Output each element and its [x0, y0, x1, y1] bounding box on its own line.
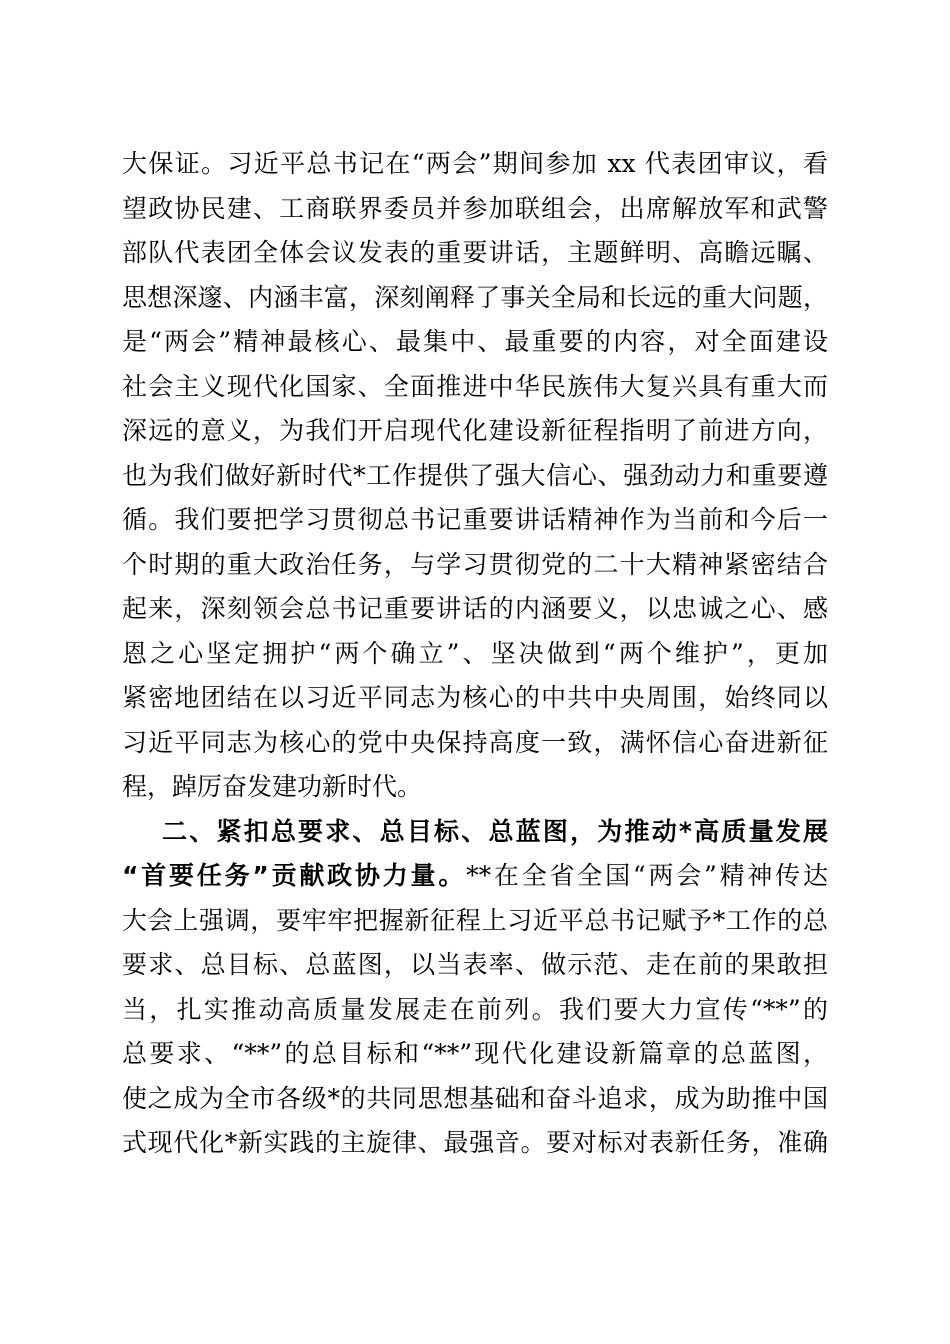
section-heading-continued: “首要任务”贡献政协力量。 [122, 861, 467, 890]
text-line: 望政协民建、工商联界委员并参加联组会，出席解放军和武警 [122, 193, 828, 223]
text-line: 循。我们要把学习贯彻总书记重要讲话精神作为当前和今后一 [122, 505, 828, 534]
text-line: 要求、总目标、总蓝图，以当表率、做示范、走在前的果敢担 [122, 950, 828, 979]
section-heading-line [122, 810, 828, 855]
text-line: 当，扎实推动高质量发展走在前列。我们要大力宣传“**”的 [122, 994, 828, 1024]
text-line: 个时期的重大政治任务，与学习贯彻党的二十大精神紧密结合 [122, 549, 828, 579]
text-run: **在全省全国“两会”精神传达 [466, 861, 828, 890]
text-line: 程，踔厉奋发建功新时代。 [122, 772, 423, 801]
text-line: 部队代表团全体会议发表的重要讲话，主题鲜明、高瞻远瞩、 [122, 238, 828, 267]
text-line: 是“两会”精神最核心、最集中、最重要的内容，对全面建设 [122, 327, 828, 356]
text-line: 习近平同志为核心的党中央保持高度一致，满怀信心奋进新征 [122, 727, 828, 757]
text-line: 紧密地团结在以习近平同志为核心的中共中央周围，始终同以 [122, 683, 828, 712]
text-line: 使之成为全市各级*的共同思想基础和奋斗追求，成为助推中国 [122, 1083, 828, 1113]
text-line: 大会上强调，要牢牢把握新征程上习近平总书记赋予*工作的总 [122, 905, 828, 935]
section-heading: 二、紧扣总要求、总目标、总蓝图，为推动*高质量发展 [162, 816, 828, 846]
text-line: 深远的意义，为我们开启现代化建设新征程指明了前进方向， [122, 416, 828, 445]
text-line: 式现代化*新实践的主旋律、最强音。要对标对表新任务，准确 [122, 1128, 828, 1157]
text-line: 起来，深刻领会总书记重要讲话的内涵要义，以忠诚之心、感 [122, 594, 828, 623]
text-line: 大保证。习近平总书记在“两会”期间参加 xx 代表团审议，看 [122, 149, 828, 178]
text-line: 恩之心坚定拥护“两个确立”、坚决做到“两个维护”，更加 [122, 638, 828, 668]
text-line: 社会主义现代化国家、全面推进中华民族伟大复兴具有重大而 [122, 371, 828, 401]
text-line: 思想深邃、内涵丰富，深刻阐释了事关全局和长远的重大问题， [122, 282, 828, 312]
text-line: 总要求、“**”的总目标和“**”现代化建设新篇章的总蓝图， [122, 1039, 828, 1068]
text-line [122, 854, 828, 899]
document-body [122, 142, 828, 1166]
text-line: 也为我们做好新时代*工作提供了强大信心、强劲动力和重要遵 [122, 460, 828, 490]
